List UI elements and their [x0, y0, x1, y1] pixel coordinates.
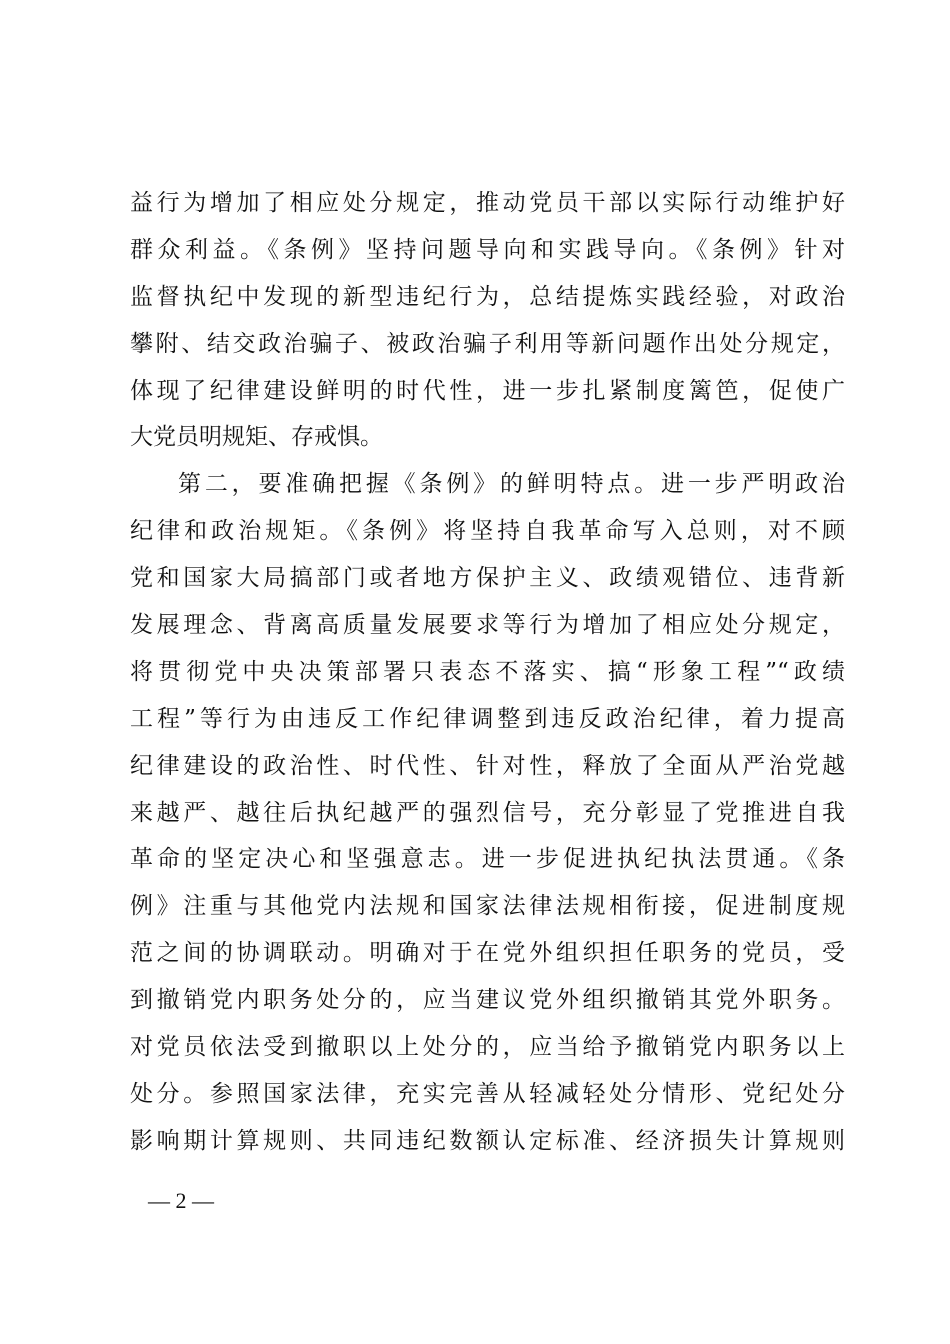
text-line: 攀附、结交政治骗子、被政治骗子利用等新问题作出处分规定， — [130, 330, 845, 357]
text-line: 来越严、越往后执纪越严的强烈信号，充分彰显了党推进自我 — [130, 799, 845, 826]
page-number: — 2 — — [148, 1188, 214, 1213]
text-line: 影响期计算规则、共同违纪数额认定标准、经济损失计算规则 — [130, 1127, 845, 1154]
text-line: 将贯彻党中央决策部署只表态不落实、搞“形象工程”“政绩 — [130, 658, 845, 685]
text-line: 大党员明规矩、存戒惧。 — [130, 424, 383, 451]
text-line: 工程”等行为由违反工作纪律调整到违反政治纪律，着力提高 — [130, 705, 845, 732]
body-text — [130, 180, 845, 1165]
text-line: 监督执纪中发现的新型违纪行为，总结提炼实践经验，对政治 — [130, 283, 845, 310]
text-line: 党和国家大局搞部门或者地方保护主义、政绩观错位、违背新 — [130, 565, 845, 592]
text-line: 体现了纪律建设鲜明的时代性，进一步扎紧制度篱笆，促使广 — [130, 377, 845, 404]
text-line: 发展理念、背离高质量发展要求等行为增加了相应处分规定， — [130, 612, 845, 639]
paragraph-1 — [130, 180, 845, 461]
text-line: 例》注重与其他党内法规和国家法律法规相衔接，促进制度规 — [130, 893, 845, 920]
text-line: 益行为增加了相应处分规定，推动党员干部以实际行动维护好 — [130, 190, 845, 216]
text-line: 对党员依法受到撤职以上处分的，应当给予撤销党内职务以上 — [130, 1034, 845, 1061]
text-line: 革命的坚定决心和坚强意志。进一步促进执纪执法贯通。《条 — [130, 846, 845, 873]
text-line: 第二，要准确把握《条例》的鲜明特点。进一步严明政治 — [178, 471, 845, 498]
paragraph-2 — [130, 461, 845, 1164]
text-line: 纪律和政治规矩。《条例》将坚持自我革命写入总则，对不顾 — [130, 518, 845, 545]
text-line: 处分。参照国家法律，充实完善从轻减轻处分情形、党纪处分 — [130, 1080, 845, 1107]
text-line: 纪律建设的政治性、时代性、针对性，释放了全面从严治党越 — [130, 752, 845, 779]
text-line: 群众利益。《条例》坚持问题导向和实践导向。《条例》针对 — [130, 236, 845, 263]
text-line: 范之间的协调联动。明确对于在党外组织担任职务的党员，受 — [130, 940, 845, 967]
text-line: 到撤销党内职务处分的，应当建议党外组织撤销其党外职务。 — [130, 987, 845, 1014]
